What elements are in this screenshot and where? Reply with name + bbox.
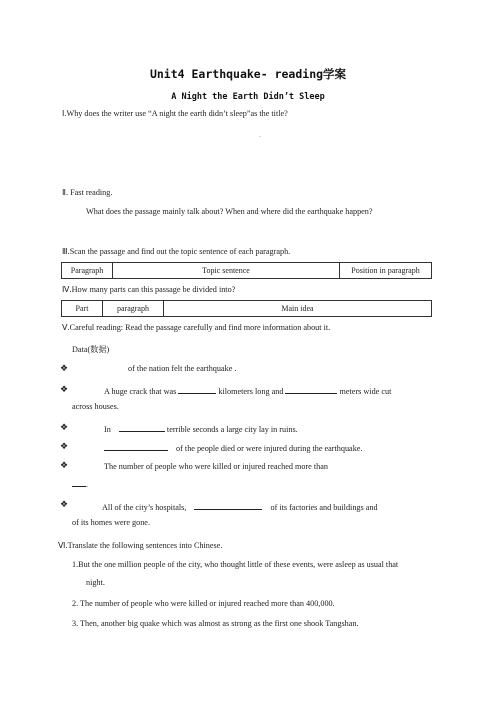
bullet-diamond-icon: ❖: [60, 384, 69, 394]
answer-blank[interactable]: [119, 423, 165, 432]
q1-mark: .: [259, 130, 261, 139]
table-header-cell: Topic sentence: [113, 263, 340, 279]
fill-item-text: In: [104, 425, 111, 434]
table-header-cell: Position in paragraph: [340, 263, 432, 279]
fill-item-text: of the nation felt the earthquake .: [128, 364, 237, 373]
parts-table: [61, 300, 432, 317]
fill-item-text: meters wide cut: [339, 387, 392, 396]
page-subtitle: A Night the Earth Didn’t Sleep: [171, 92, 325, 102]
sentence-1: 1.But the one million people of the city, who thought little of these events, were asleep as usual that: [72, 560, 399, 569]
fill-item-2: [104, 385, 391, 396]
fill-item-5-cont: [72, 478, 88, 489]
table-header-cell: paragraph: [103, 301, 164, 317]
q2-heading: Ⅱ. Fast reading.: [62, 188, 113, 197]
fill-item-text: terrible seconds a large city lay in ruins.: [166, 425, 298, 434]
answer-blank[interactable]: [104, 442, 168, 451]
fill-item-text: .: [86, 480, 89, 489]
table-row: [62, 263, 432, 279]
fill-item-text: All of the city’s hospitals,: [102, 503, 187, 512]
q6-heading: Ⅵ.Translate the following sentences into Chinese.: [58, 541, 223, 550]
page-title: Unit4 Earthquake- reading学案: [149, 67, 347, 81]
bullet-diamond-icon: ❖: [60, 499, 69, 509]
fill-item-5: The number of people who were killed or injured reached more than: [104, 462, 328, 471]
sentence-1-cont: night.: [86, 578, 105, 587]
sentence-3: 3. Then, another big quake which was almost as strong as the first one shook Tangshan.: [72, 619, 359, 628]
answer-blank[interactable]: [285, 385, 337, 394]
table-header-cell: Main idea: [164, 301, 432, 317]
fill-item-text: of the people died or were injured during the earthquake.: [176, 444, 363, 453]
fill-item-1: [128, 364, 236, 373]
bullet-diamond-icon: ❖: [60, 460, 69, 470]
q5-heading: Ⅴ.Careful reading: Read the passage carefully and find more information about it.: [62, 323, 331, 332]
q4-heading: Ⅳ.How many parts can this passage be divided into?: [62, 285, 236, 294]
q2-question: What does the passage mainly talk about? When and where did the earthquake happen?: [86, 207, 373, 216]
bullet-diamond-icon: ❖: [60, 363, 69, 373]
answer-blank[interactable]: [178, 385, 216, 394]
answer-blank[interactable]: [72, 478, 89, 489]
table-header-cell: Part: [62, 301, 103, 317]
topic-sentence-table: [61, 262, 432, 279]
fill-item-3: [104, 423, 298, 434]
q3-heading: Ⅲ.Scan the passage and find out the topic sentence of each paragraph.: [62, 247, 291, 256]
fill-item-4: [104, 442, 362, 453]
data-label: Data(数据): [72, 345, 110, 354]
fill-item-text: kilometers long and: [218, 387, 284, 396]
answer-blank[interactable]: [194, 501, 262, 510]
fill-item-text: A huge crack that was: [104, 387, 177, 396]
table-row: [62, 301, 432, 317]
bullet-diamond-icon: ❖: [60, 441, 69, 451]
fill-item-text: of its factories and buildings and: [270, 503, 378, 512]
fill-item-6: [102, 501, 378, 512]
sentence-2: 2. The number of people who were killed or injured reached more than 400,000.: [72, 599, 335, 608]
q1-text: Ⅰ.Why does the writer use “A night the earth didn’t sleep”as the title?: [62, 109, 288, 118]
fill-item-6-cont: of its homes were gone.: [72, 518, 150, 527]
fill-item-2-cont: across houses.: [72, 402, 119, 411]
table-header-cell: Paragraph: [62, 263, 113, 279]
bullet-diamond-icon: ❖: [60, 422, 69, 432]
